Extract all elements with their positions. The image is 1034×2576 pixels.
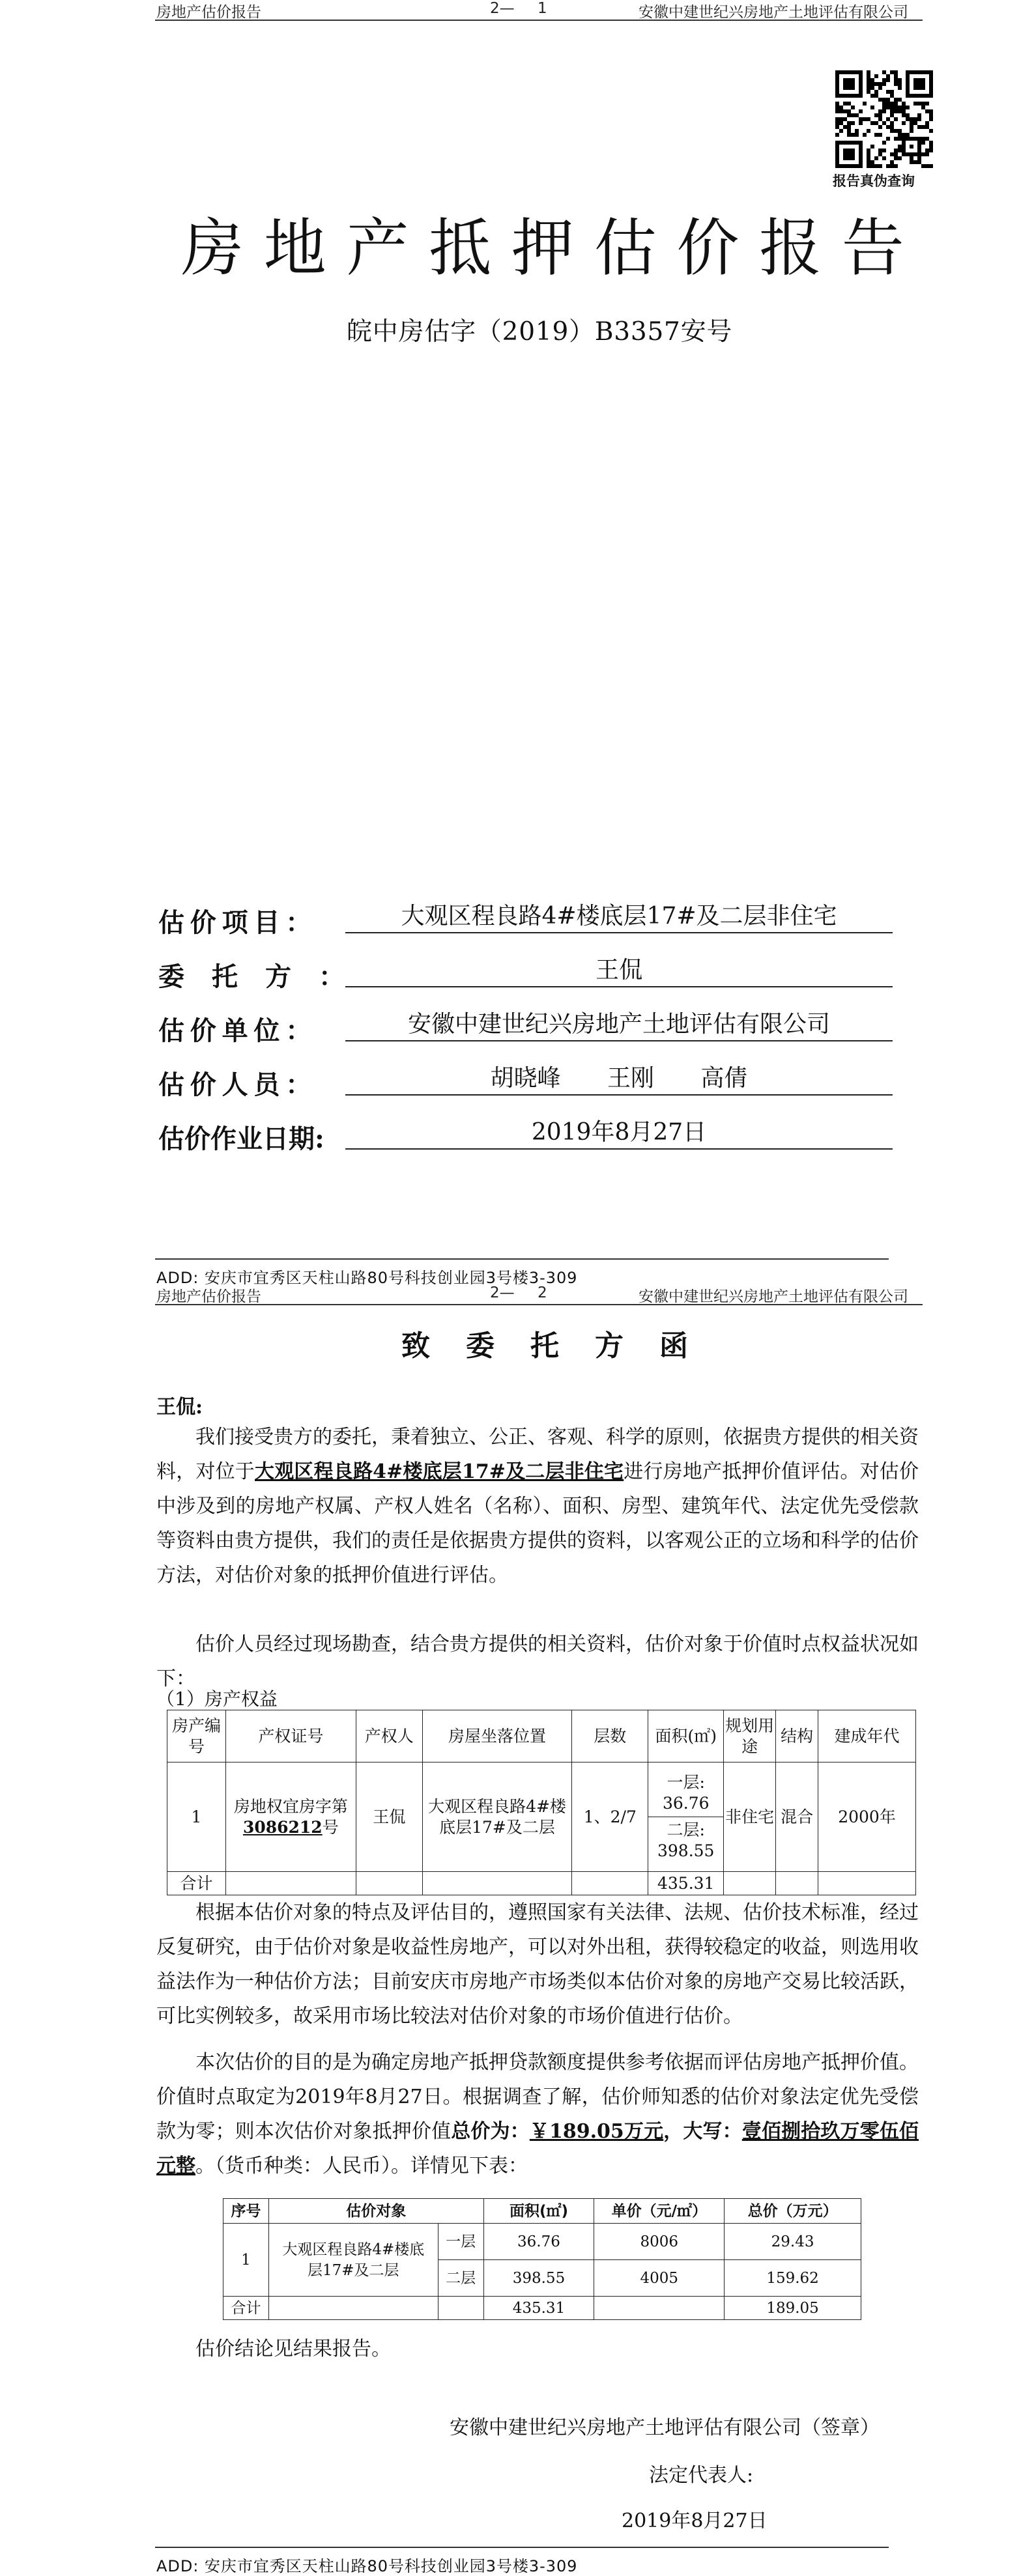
section-property-rights: （1）房产权益 [156, 1688, 278, 1710]
info-value-project: 大观区程良路4#楼底层17#及二层非住宅 [345, 901, 893, 933]
page1-header-left: 房地产估价报告 [156, 4, 261, 21]
qr-caption: 报告真伪查询 [833, 173, 915, 189]
valuation-table [223, 2198, 861, 2320]
val-cell-area: 398.55 [483, 2260, 594, 2297]
cell-owner: 王侃 [356, 1762, 422, 1872]
cert-prefix: 房地权宜房字第 [233, 1796, 348, 1816]
area-floor2-label: 二层: [667, 1820, 705, 1839]
qr-code-icon[interactable] [835, 70, 933, 168]
valuation-total-row [223, 2297, 861, 2320]
cell-usage: 非住宅 [724, 1762, 776, 1872]
val-cell-total: 159.62 [725, 2260, 861, 2297]
total-price-words-label: ，大写： [663, 2120, 742, 2143]
page2-header-page: 2— 2 [490, 1284, 547, 1301]
val-col-no: 序号 [223, 2199, 269, 2224]
val-cell-floor: 二层 [438, 2260, 483, 2297]
info-label-client: 委托方： [158, 961, 372, 992]
page1-header-right: 安徽中建世纪兴房地产土地评估有限公司 [639, 4, 908, 21]
col-header-floors: 层数 [572, 1710, 648, 1762]
page2-footer-address: ADD: 安庆市宜秀区天柱山路80号科技创业园3号楼3-309 [156, 2557, 578, 2575]
cert-number: 3086212 [242, 1817, 323, 1837]
info-label-date: 估价作业日期: [158, 1124, 324, 1154]
val-cell-total: 29.43 [725, 2224, 861, 2260]
info-value-client: 王侃 [345, 955, 893, 987]
cell-year: 2000年 [818, 1762, 916, 1872]
signature-legal-rep: 法定代表人: [649, 2464, 754, 2487]
letter-title: 致委托方函 [401, 1329, 724, 1363]
cell-total-area: 435.31 [648, 1872, 724, 1895]
val-cell-unit-price: 4005 [594, 2260, 725, 2297]
val-col-object: 估价对象 [268, 2199, 483, 2224]
paragraph-conclusion-a: 本次估价的目的是为确定房地产抵押贷款额度提供参考依据而评估房地产抵押价值。价值时点取定为2019年8月27日。根据调查了解，估价师知悉的估价对象法定优先受偿款为零；则本次估价对象抵押价值 [156, 2051, 919, 2143]
table-total-row [167, 1872, 916, 1895]
page1-header-page: 2— 1 [490, 0, 547, 17]
paragraph-intro-a: 我们接受贵方的委托，秉着独立、公正、客观、科学的原则，依据贵方提供的相关资料，对位于 [156, 1426, 919, 1483]
page2-header-rule [155, 1304, 923, 1305]
paragraph-conclusion-c: 。（货币种类：人民币）。详情见下表： [195, 2155, 528, 2177]
info-value-appraisers: 胡晓峰 王刚 高倩 [345, 1063, 893, 1096]
table-row [223, 2224, 861, 2260]
col-header-year: 建成年代 [818, 1710, 916, 1762]
col-header-owner: 产权人 [356, 1710, 422, 1762]
paragraph-see-report [156, 2332, 919, 2366]
col-header-location: 房屋坐落位置 [422, 1710, 572, 1762]
paragraph-intro-b: 进行房地产抵押价值评估。对估价中涉及到的房地产权属、产权人姓名（名称）、面积、房型、建筑年代、法定优先受偿款等资料由贵方提供，我们的责任是依据贵方提供的资料，以客观公正的立场和科学的估价方法，对估价对象的抵押价值进行评估。 [156, 1460, 919, 1587]
info-label-agency: 估价单位： [158, 1015, 317, 1046]
val-cell-object: 大观区程良路4#楼底层17#及二层 [268, 2224, 438, 2297]
cert-suffix: 号 [322, 1817, 339, 1837]
page2-footer-rule [155, 2547, 889, 2548]
letter-salutation: 王侃: [156, 1396, 203, 1419]
cell-area [648, 1762, 724, 1872]
page1-footer-rule [155, 1258, 889, 1260]
cell-floors: 1、2/7 [572, 1762, 648, 1872]
page1-header-rule [155, 20, 923, 21]
val-col-unit-price: 单价（元/㎡） [594, 2199, 725, 2224]
info-label-appraisers: 估价人员： [158, 1069, 317, 1100]
info-value-agency: 安徽中建世纪兴房地产土地评估有限公司 [345, 1009, 893, 1041]
report-number: 皖中房估字（2019）B3357安号 [347, 317, 733, 347]
paragraph-survey-text: 估价人员经过现场勘查，结合贵方提供的相关资料，估价对象于价值时点权益状况如下： [156, 1633, 919, 1690]
cell-total-label: 合计 [167, 1872, 226, 1895]
total-price-value: ￥189.05万元 [529, 2120, 664, 2143]
col-header-cert: 产权证号 [225, 1710, 356, 1762]
cell-location: 大观区程良路4#楼底层17#及二层 [422, 1762, 572, 1872]
paragraph-see-report-text: 估价结论见结果报告。 [195, 2338, 391, 2360]
info-value-date: 2019年8月27日 [345, 1117, 893, 1150]
col-header-no: 房产编号 [167, 1710, 226, 1762]
val-total-value: 189.05 [725, 2297, 861, 2320]
cell-no: 1 [167, 1762, 226, 1872]
table-row [167, 1762, 916, 1872]
property-rights-table [167, 1710, 916, 1895]
area-floor1-value: 36.76 [662, 1794, 710, 1813]
val-cell-unit-price: 8006 [594, 2224, 725, 2260]
report-title: 房地产抵押估价报告 [181, 212, 925, 285]
val-total-label: 合计 [223, 2297, 269, 2320]
col-header-usage: 规划用途 [724, 1710, 776, 1762]
paragraph-conclusion [156, 2045, 919, 2183]
paragraph-method-text: 根据本估价对象的特点及评估目的，遵照国家有关法律、法规、估价技术标准，经过反复研究，由于估价对象是收益性房地产，可以对外出租，获得较稳定的收益，则选用收益法作为一种估价方法；目前安庆市房地产市场类似本估价对象的房地产交易比较活跃，可比实例较多，故采用市场比较法对估价对象的市场价值进行估价。 [156, 1901, 919, 2028]
val-cell-area: 36.76 [483, 2224, 594, 2260]
col-header-structure: 结构 [776, 1710, 818, 1762]
total-price-words: 壹佰捌拾玖万零伍佰元整 [156, 2120, 919, 2177]
val-col-total: 总价（万元） [725, 2199, 861, 2224]
signature-date: 2019年8月27日 [622, 2510, 768, 2532]
paragraph-intro [156, 1420, 919, 1592]
page2-header-right: 安徽中建世纪兴房地产土地评估有限公司 [639, 1288, 908, 1305]
page1-footer-address: ADD: 安庆市宜秀区天柱山路80号科技创业园3号楼3-309 [156, 1269, 578, 1287]
property-address-underlined: 大观区程良路4#楼底层17#及二层非住宅 [255, 1460, 624, 1483]
val-cell-no: 1 [223, 2224, 269, 2297]
paragraph-method [156, 1895, 919, 2033]
page2-header-left: 房地产估价报告 [156, 1288, 261, 1305]
cell-cert [225, 1762, 356, 1872]
total-price-label: 总价为： [451, 2120, 530, 2143]
area-floor2 [648, 1817, 723, 1864]
table-header-row [167, 1710, 916, 1762]
area-floor1 [648, 1770, 723, 1817]
col-header-area: 面积(㎡) [648, 1710, 724, 1762]
val-cell-floor: 一层 [438, 2224, 483, 2260]
valuation-header-row [223, 2199, 861, 2224]
val-total-area: 435.31 [483, 2297, 594, 2320]
signature-company: 安徽中建世纪兴房地产土地评估有限公司（签章） [450, 2416, 880, 2439]
info-label-project: 估价项目： [158, 907, 317, 938]
area-floor2-value: 398.55 [657, 1841, 715, 1860]
area-floor1-label: 一层: [667, 1773, 705, 1792]
cell-structure: 混合 [776, 1762, 818, 1872]
val-col-area: 面积(㎡) [483, 2199, 594, 2224]
